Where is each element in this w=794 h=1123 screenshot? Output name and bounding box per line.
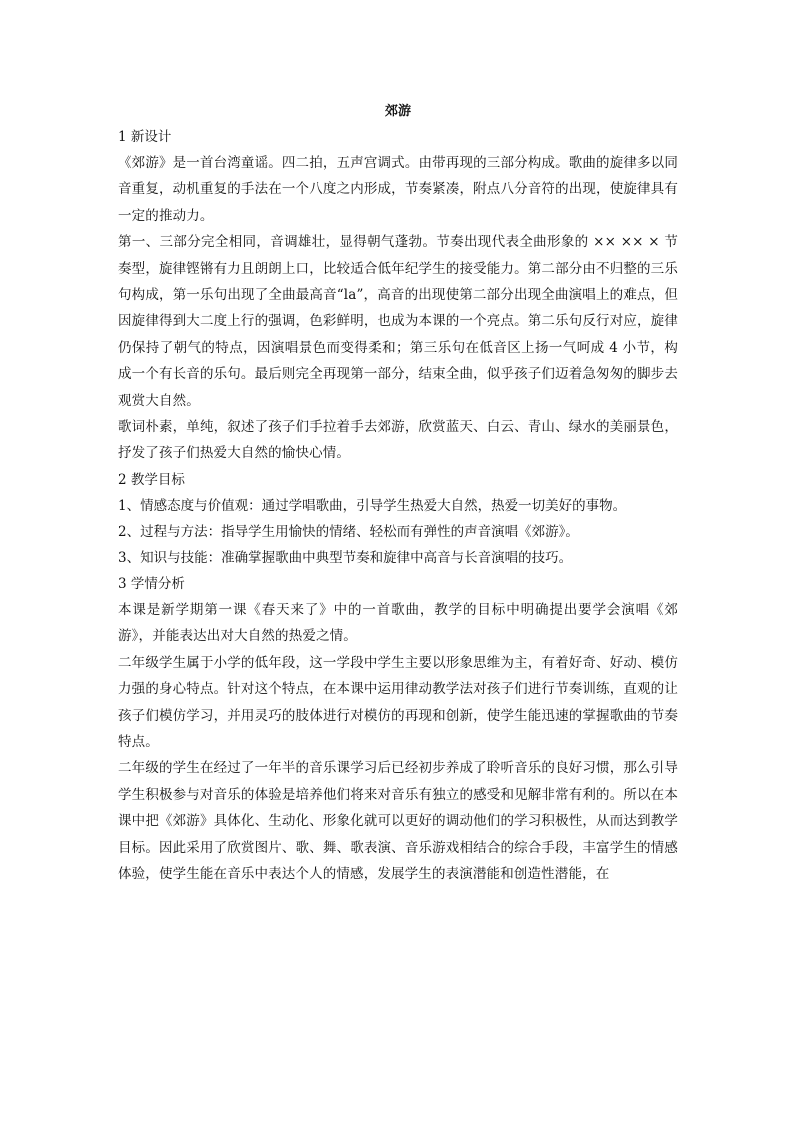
document-title: 郊游 [384, 104, 411, 119]
goal-item: 3、知识与技能：准确掌握歌曲中典型节奏和旋律中高音与长音演唱的技巧。 [118, 549, 573, 566]
paragraph-student-traits: 二年级学生属于小学的低年段，这一学段中学生主要以形象思维为主，有着好奇、好动、模仿力强的身心特点。针对这个特点，在本课中运用律动教学法对孩子们进行节奏训练，直观的让孩子们模仿学习，并用灵巧的肢体进行对模仿的再现和创新，使学生能迅速的掌握歌曲的节奏特点。 [118, 654, 678, 750]
document-page [118, 102, 678, 887]
section-heading-design: 1 新设计 [118, 129, 172, 145]
paragraph-song-intro: 《郊游》是一首台湾童谣。四二拍，五声宫调式。由带再现的三部分构成。歌曲的旋律多以同音重复，动机重复的手法在一个八度之内形成，节奏紧凑，附点八分音符的出现，使旋律具有一定的推动力。 [118, 155, 678, 224]
goal-item: 2、过程与方法：指导学生用愉快的情绪、轻松而有弹性的声音演唱《郊游》。 [118, 523, 579, 540]
section-heading-analysis: 3 学情分析 [118, 575, 185, 592]
section-heading-goals: 2 教学目标 [118, 471, 185, 488]
paragraph-teaching-approach: 二年级的学生在经过了一年半的音乐课学习后已经初步养成了聆听音乐的良好习惯，那么引导学生积极参与对音乐的体验是培养他们将来对音乐有独立的感受和见解非常有利的。所以在本课中把《郊游》具体化、生动化、形象化就可以更好的调动他们的学习积极性，从而达到教学目标。因此采用了欣赏图片、歌、舞、歌表演、音乐游戏相结合的综合手段，丰富学生的情感体验，使学生能在音乐中表达个人的情感，发展学生的表演潜能和创造性潜能，在 [118, 760, 678, 882]
paragraph-lesson-context: 本课是新学期第一课《春天来了》中的一首歌曲，教学的目标中明确提出要学会演唱《郊游》，并能表达出对大自然的热爱之情。 [118, 601, 678, 645]
goal-item: 1、情感态度与价值观：通过学唱歌曲，引导学生热爱大自然，热爱一切美好的事物。 [118, 497, 627, 514]
paragraph-song-structure: 第一、三部分完全相同，音调雄壮，显得朝气蓬勃。节奏出现代表全曲形象的 ×× ×× × 节奏型，旋律铿锵有力且朗朗上口，比较适合低年纪学生的接受能力。第二部分由不归整的三乐句构成，第一乐句出现了全曲最高音“la”，高音的出现使第二部分出现全曲演唱上的难点，但因旋律得到大二度上行的强调，色彩鲜明，也成为本课的一个亮点。第二乐句反行对应，旋律仍保持了朝气的特点，因演唱景色而变得柔和；第三乐句在低音区上扬一气呵成 4 小节，构成一个有长音的乐句。最后则完全再现第一部分，结束全曲，似乎孩子们迈着急匆匆的脚步去观赏大自然。 [118, 234, 678, 409]
paragraph-lyrics: 歌词朴素，单纯，叙述了孩子们手拉着手去郊游，欣赏蓝天、白云、青山、绿水的美丽景色，抒发了孩子们热爱大自然的愉快心情。 [118, 419, 678, 462]
